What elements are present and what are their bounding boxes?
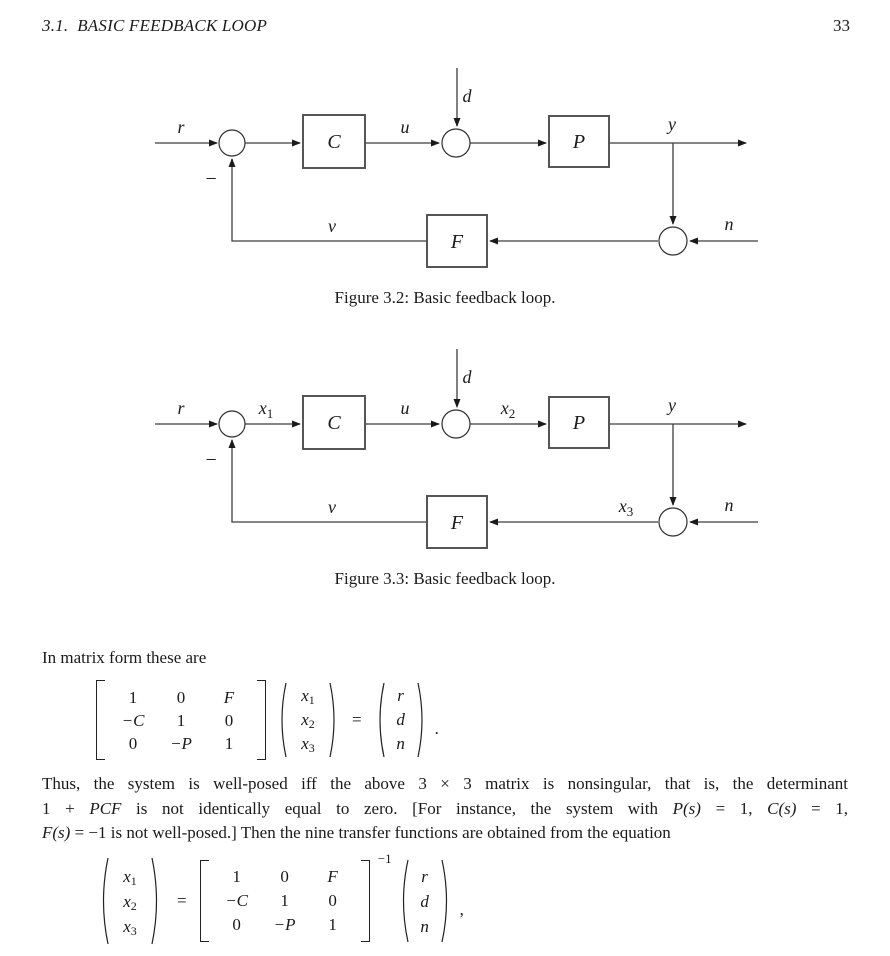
matrix-cell: 1 <box>176 710 186 730</box>
signal-n-label: n <box>724 495 734 515</box>
page-number: 33 <box>833 16 850 35</box>
right-paren <box>150 856 164 946</box>
signal-x2-label: $x_2$ <box>500 398 516 421</box>
section-number: 3.1. <box>42 16 69 35</box>
equals-sign: = <box>177 891 187 910</box>
matrix-cell: 1 <box>280 891 289 910</box>
right-paren <box>328 681 341 759</box>
vector-entry: r <box>397 686 404 705</box>
signal-y-label: y <box>668 114 676 134</box>
summing-junction-3 <box>659 227 687 255</box>
vector-entry: $x_3$ <box>123 916 137 938</box>
vector-entry: $x_2$ <box>301 710 315 731</box>
vector-entry: $x_2$ <box>123 891 137 913</box>
equation-terminator: . <box>434 719 439 738</box>
vector-entry: $x_1$ <box>301 686 315 707</box>
left-bracket <box>96 680 105 760</box>
vector-entry: $x_3$ <box>301 734 315 755</box>
equation-1 <box>96 680 439 760</box>
right-paren <box>416 681 429 759</box>
matrix-cell: 1 <box>328 915 337 934</box>
left-paren <box>373 681 386 759</box>
matrix-cell: 1 <box>224 733 234 753</box>
block-f-label: F <box>450 512 464 534</box>
summing-junction-1 <box>219 130 245 156</box>
vector-entry: n <box>420 916 429 936</box>
coefficient-matrix <box>209 860 361 942</box>
signal-y-label: y <box>668 395 676 415</box>
block-f-label: F <box>450 231 464 253</box>
equation-2 <box>96 853 464 949</box>
summing-junction-3 <box>659 508 687 536</box>
signal-u-label: u <box>400 117 410 137</box>
figure-3-3-caption: Figure 3.3: Basic feedback loop. <box>334 569 556 588</box>
equation-terminator: , <box>459 900 464 919</box>
inverse-matrix <box>200 851 392 942</box>
block-p-label: P <box>572 412 586 434</box>
input-vector <box>396 858 454 944</box>
signal-d-label: d <box>462 367 472 387</box>
equals-sign: = <box>352 710 362 729</box>
block-c-label: C <box>327 412 341 434</box>
matrix-cell: 1 <box>128 687 138 707</box>
matrix-cell: 0 <box>176 687 186 707</box>
signal-u-label: u <box>400 398 410 418</box>
matrix-cell: F <box>327 867 338 886</box>
right-bracket <box>361 860 370 942</box>
state-vector <box>96 856 164 946</box>
left-paren <box>96 856 110 946</box>
coefficient-matrix <box>105 681 257 760</box>
state-vector <box>275 681 341 759</box>
left-paren <box>396 858 410 944</box>
left-paren <box>275 681 288 759</box>
matrix-cell: 0 <box>280 867 289 886</box>
right-paren <box>440 858 454 944</box>
matrix-inverse-exponent: −1 <box>377 851 392 866</box>
matrix-cell: −C <box>225 891 248 910</box>
right-bracket <box>257 680 266 760</box>
matrix-cell: F <box>223 687 235 707</box>
input-vector <box>373 681 429 759</box>
paragraph-line: F(s) = −1 is not well-posed.] Then the nine transfer functions are obtained from the equation <box>42 823 671 842</box>
signal-v-label: v <box>328 216 336 236</box>
block-c-label: C <box>327 131 341 153</box>
signal-n-label: n <box>724 214 734 234</box>
signal-x1-label: $x_1$ <box>258 398 274 421</box>
matrix-cell: −P <box>170 733 192 753</box>
matrix-cell: 1 <box>232 867 241 886</box>
vector-entry: d <box>396 710 405 729</box>
body-paragraph <box>42 772 848 846</box>
figure-3-3-diagram <box>140 336 780 566</box>
minus-sign: − <box>204 168 218 190</box>
matrix-cell: −C <box>121 710 145 730</box>
page-header <box>42 16 850 36</box>
figure-3-2-diagram <box>140 55 780 285</box>
summing-junction-1 <box>219 411 245 437</box>
matrix-cell: 0 <box>224 710 234 730</box>
left-bracket <box>200 860 209 942</box>
paragraph-line: Thus, the system is well-posed iff the above 3 × 3 matrix is nonsingular, that is, the determinant <box>42 774 848 793</box>
paragraph-line: 1 + PCF is not identically equal to zero. [For instance, the system with P(s) = 1, C(s) = 1, <box>42 798 848 818</box>
section-title: BASIC FEEDBACK LOOP <box>77 16 268 35</box>
summing-junction-2 <box>442 129 470 157</box>
signal-r-label: r <box>177 117 185 137</box>
vector-entry: $x_1$ <box>123 866 137 888</box>
vector-entry: d <box>420 891 429 911</box>
signal-v-label: v <box>328 497 336 517</box>
signal-x3-label: $x_3$ <box>618 496 634 519</box>
matrix-cell: 0 <box>328 891 337 910</box>
vector-entry: n <box>396 734 405 753</box>
figure-3-2-caption: Figure 3.2: Basic feedback loop. <box>334 288 556 307</box>
section-heading <box>42 16 267 36</box>
matrix-cell: 0 <box>232 915 241 934</box>
vector-entry: r <box>421 866 428 886</box>
minus-sign: − <box>204 449 218 471</box>
matrix-cell: −P <box>273 915 296 934</box>
matrix-intro-text: In matrix form these are <box>42 648 207 667</box>
signal-d-label: d <box>462 86 472 106</box>
block-p-label: P <box>572 131 586 153</box>
matrix-cell: 0 <box>128 733 138 753</box>
summing-junction-2 <box>442 410 470 438</box>
signal-r-label: r <box>177 398 185 418</box>
